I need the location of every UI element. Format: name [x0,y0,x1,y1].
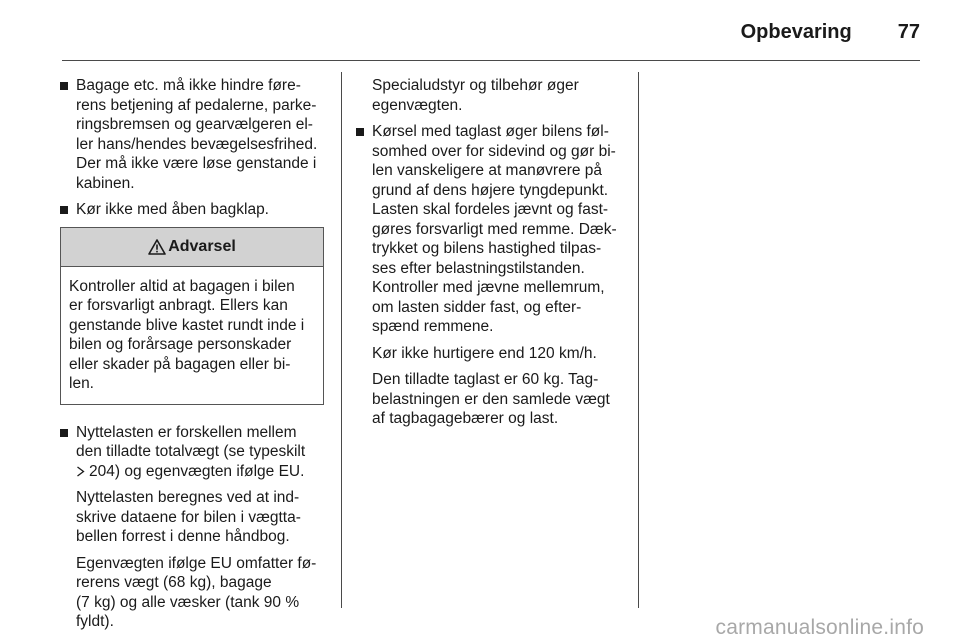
header-rule [62,60,920,61]
section-title: Opbevaring [740,20,852,43]
paragraph-payload-calc: Nyttelasten beregnes ved at ind- skrive dataene for bilen i vægtta- bellen forrest i denne håndbog. [76,489,301,545]
bullet-square-icon [60,429,68,437]
warning-triangle-icon [148,239,166,255]
warning-body: Kontroller altid at bagagen i bilen er forsvarligt anbragt. Ellers kan genstande blive kastet rundt inde i bilen og forårsage personskader eller skader på bagagen eller bi- len. [69,277,305,392]
bullet-square-icon [356,128,364,136]
bullet-square-icon [60,206,68,214]
middle-column [356,76,628,436]
left-column [60,76,328,639]
page-reference-text: 204) og egenvægten ifølge EU. [89,462,305,480]
page-header [741,14,920,50]
column-divider-left [341,72,342,608]
bullet-roof-load: Kørsel med taglast øger bilens føl- somhed over for sidevind og gør bi- len vanskeligere at manøvrere på grund af dens højere tyngdepunkt. Lasten skal fordeles jævnt og fast- gøres forsvarligt med remme. Dæk- trykket og bilens hastighed tilpas- ses efter belastningstilstanden. Kontroller med jævne mellemrum, om lasten sidder fast, og efter- spænd remmene. [356,122,628,337]
warning-box [60,227,324,405]
paragraph-eu-weight: Egenvægten ifølge EU omfatter fø- rerens vægt (68 kg), bagage (7 kg) og alle væsker (tank 90 % fyldt). [76,554,317,630]
warning-header [61,228,323,267]
page-number: 77 [897,20,920,43]
bullet-luggage: Bagage etc. må ikke hindre føre- rens betjening af pedalerne, parke- ringsbremsen og gearvælgeren el- ler hans/hendes bevægelsesfrihed. Der må ikke være løse genstande i kabinen. [60,76,328,193]
bullet-tailgate: Kør ikke med åben bagklap. [60,200,328,220]
bullet-payload: Nyttelasten er forskellen mellem den tilladte totalvægt (se typeskilt 204) og egenvægten ifølge EU. [60,423,328,482]
paragraph-speed-limit: Kør ikke hurtigere end 120 km/h. [372,344,597,362]
column-divider-right [638,72,639,608]
warning-title: Advarsel [168,237,236,255]
watermark: carmanualsonline.info [715,616,924,639]
page-reference-arrow-icon[interactable] [76,466,85,477]
paragraph-roof-load-limit: Den tilladte taglast er 60 kg. Tag- belastningen er den samlede vægt af tagbagagebærer og last. [372,371,610,427]
paragraph-special-equipment: Specialudstyr og tilbehør øger egenvægten. [372,77,579,114]
bullet-square-icon [60,82,68,90]
